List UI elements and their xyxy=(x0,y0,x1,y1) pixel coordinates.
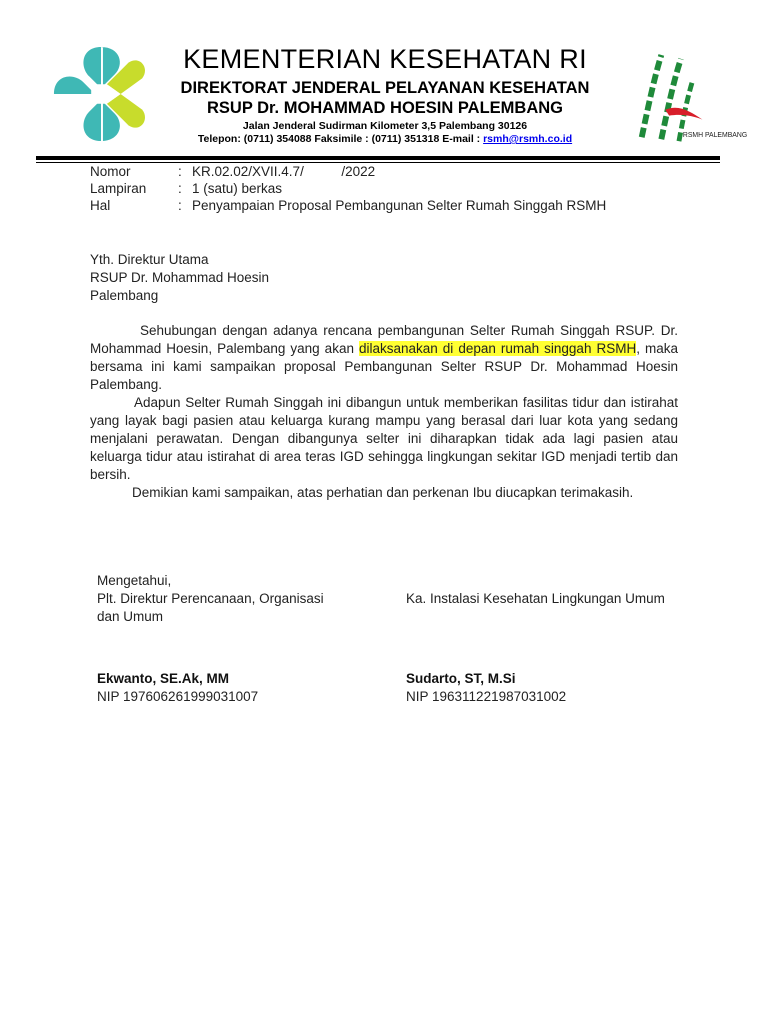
kemenkes-logo xyxy=(52,44,150,144)
signature-left xyxy=(97,572,357,706)
meta-row-nomor xyxy=(90,163,690,180)
meta-colon: : xyxy=(178,198,182,213)
left-title-line: Plt. Direktur Perencanaan, Organisasi xyxy=(97,591,324,606)
meta-row-hal xyxy=(90,197,690,214)
right-signer-name: Sudarto, ST, M.Si xyxy=(406,671,516,686)
acknowledged-label: Mengetahui, xyxy=(97,573,172,588)
rsmh-stroke-2 xyxy=(661,59,681,139)
header-rule-thick xyxy=(36,156,720,160)
hospital-title: RSUP Dr. MOHAMMAD HOESIN PALEMBANG xyxy=(207,99,563,117)
meta-label: Nomor xyxy=(90,164,131,179)
ministry-title: KEMENTERIAN KESEHATAN RI xyxy=(183,44,587,74)
rsmh-logo xyxy=(628,50,748,150)
body-paragraph-2: Adapun Selter Rumah Singgah ini dibangun untuk memberikan fasilitas tidur dan istirahat yang layak bagi pasien atau keluarga kurang mampu yang berasal dari luar kota yang sedang menjalani perawatan. Dengan dibangunya selter ini diharapkan tidak ada lagi pasien atau keluarga tidur atau istirahat di area teras IGD sehingga lingkungan sekitar IGD menjadi tertib dan bersih. xyxy=(90,395,678,482)
email-link[interactable]: rsmh@rsmh.co.id xyxy=(483,133,573,145)
hospital-address: Jalan Jenderal Sudirman Kilometer 3,5 Palembang 30126 xyxy=(242,120,528,132)
left-signer-name: Ekwanto, SE.Ak, MM xyxy=(97,671,230,686)
meta-value: KR.02.02/XVII.4.7/ /2022 xyxy=(192,164,376,179)
letter-meta xyxy=(90,163,690,214)
left-signer-nip: NIP 197606261999031007 xyxy=(97,689,259,704)
meta-value: Penyampaian Proposal Pembangunan Selter Rumah Singgah RSMH xyxy=(192,198,607,213)
rsmh-swoosh xyxy=(665,108,702,120)
contact-phone-fax: Telepon: (0711) 354088 Faksimile : (0711) 351318 E-mail : xyxy=(197,133,484,145)
p1-highlight: dilaksanakan di depan rumah singgah RSMH xyxy=(358,341,637,356)
meta-value: 1 (satu) berkas xyxy=(192,181,283,196)
body-paragraph-1 xyxy=(90,322,678,394)
recipient-line: Palembang xyxy=(90,288,159,303)
rsmh-stroke-1 xyxy=(642,55,662,137)
meta-colon: : xyxy=(178,164,182,179)
logo-petal-left xyxy=(54,76,95,94)
p1-text: Sehubungan dengan adanya rencana pembangunan Selter Rumah Singgah RSUP. Dr. Mohammad Hoesin, Palembang yang akan xyxy=(90,323,678,356)
logo-petal-top xyxy=(83,47,101,88)
body-paragraph-3: Demikian kami sampaikan, atas perhatian dan perkenan Ibu diucapkan terimakasih. xyxy=(132,485,634,500)
p1-text-after: , maka bersama ini kami sampaikan proposal Pembangunan Selter RSUP Dr. Mohammad Hoesin Palembang. xyxy=(90,341,678,392)
recipient-line: RSUP Dr. Mohammad Hoesin xyxy=(90,270,270,285)
left-title-line: dan Umum xyxy=(97,609,164,624)
directorate-title: DIREKTORAT JENDERAL PELAYANAN KESEHATAN xyxy=(180,79,590,97)
logo-petal-bottom xyxy=(83,100,101,141)
rsmh-logo-text: RSMH PALEMBANG xyxy=(682,132,748,140)
right-title-line: Ka. Instalasi Kesehatan Lingkungan Umum xyxy=(406,591,665,606)
meta-colon: : xyxy=(178,181,182,196)
meta-label: Lampiran xyxy=(90,181,147,196)
right-signer-nip: NIP 196311221987031002 xyxy=(406,689,567,704)
signature-right xyxy=(406,590,706,706)
recipient-line: Yth. Direktur Utama xyxy=(90,252,209,267)
recipient-block xyxy=(90,251,269,305)
meta-label: Hal xyxy=(90,198,111,213)
meta-row-lampiran xyxy=(90,180,690,197)
hospital-contact xyxy=(150,133,620,145)
